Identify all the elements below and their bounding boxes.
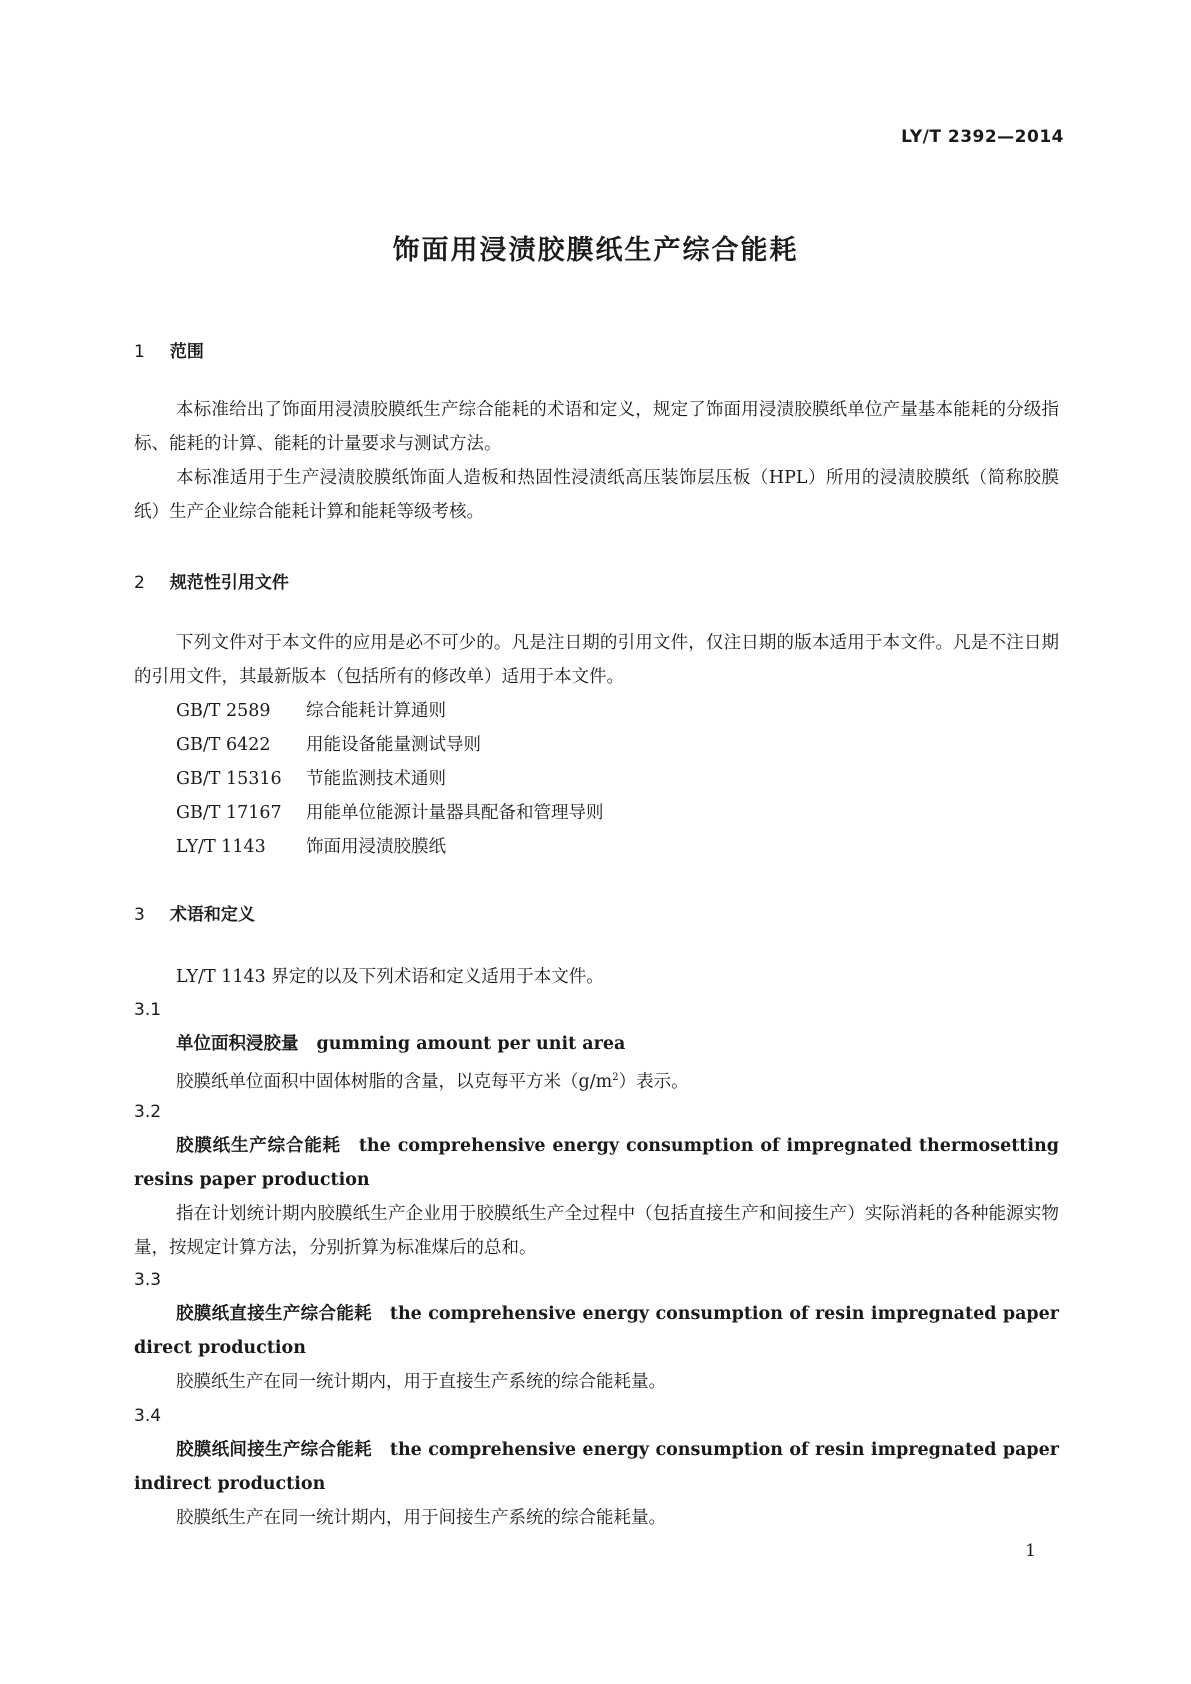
section-number: 3 — [134, 905, 145, 925]
term-definition — [134, 1061, 1059, 1099]
term-heading — [134, 1297, 1059, 1365]
term-en: the comprehensive energy consumption of resin impregnated paper indirect production — [134, 1440, 1060, 1494]
document-title: 饰面用浸渍胶膜纸生产综合能耗 — [392, 235, 799, 266]
term-en: gumming amount per unit area — [316, 1034, 626, 1054]
reference-item — [176, 694, 446, 728]
superscript: 2 — [612, 1072, 619, 1083]
term-definition: 胶膜纸生产在同一统计期内，用于直接生产系统的综合能耗量。 — [176, 1372, 666, 1392]
reference-title: 节能监测技术通则 — [306, 769, 446, 789]
term-number: 3.2 — [134, 1102, 162, 1122]
reference-item — [176, 728, 481, 762]
term-heading — [134, 1027, 1059, 1061]
term-en: the comprehensive energy consumption of resin impregnated paper direct production — [134, 1304, 1060, 1358]
reference-title: 综合能耗计算通则 — [306, 701, 446, 721]
term-zh: 胶膜纸生产综合能耗 — [176, 1136, 341, 1156]
section-1-paragraph-1: 本标准给出了饰面用浸渍胶膜纸生产综合能耗的术语和定义，规定了饰面用浸渍胶膜纸单位产量基本能耗的分级指标、能耗的计算、能耗的计量要求与测试方法。 — [134, 400, 1059, 454]
reference-title: 用能单位能源计量器具配备和管理导则 — [306, 803, 604, 823]
reference-item — [176, 830, 446, 864]
term-number: 3.4 — [134, 1406, 162, 1426]
reference-code: LY/T 1143 — [176, 837, 266, 857]
reference-code: GB/T 15316 — [176, 769, 282, 789]
section-3-heading — [134, 900, 255, 925]
section-number: 1 — [134, 342, 145, 362]
term-en: the comprehensive energy consumption of impregnated thermosetting resins paper production — [134, 1136, 1059, 1190]
reference-item — [176, 796, 604, 830]
standard-code: LY/T 2392—2014 — [901, 127, 1064, 147]
section-title: 术语和定义 — [169, 905, 255, 925]
section-2-heading — [134, 568, 289, 593]
term-heading — [134, 1433, 1059, 1501]
reference-title: 用能设备能量测试导则 — [306, 735, 481, 755]
reference-code: GB/T 17167 — [176, 803, 282, 823]
definition-text: 胶膜纸单位面积中固体树脂的含量，以克每平方米（g/m — [176, 1071, 613, 1092]
term-definition: 胶膜纸生产在同一统计期内，用于间接生产系统的综合能耗量。 — [176, 1508, 666, 1528]
reference-title: 饰面用浸渍胶膜纸 — [306, 837, 446, 857]
section-1-paragraph-2: 本标准适用于生产浸渍胶膜纸饰面人造板和热固性浸渍纸高压装饰层压板（HPL）所用的浸渍胶膜纸（简称胶膜纸）生产企业综合能耗计算和能耗等级考核。 — [134, 468, 1059, 522]
reference-item — [176, 762, 446, 796]
reference-code: GB/T 6422 — [176, 735, 271, 755]
term-zh: 单位面积浸胶量 — [176, 1034, 299, 1054]
section-2-paragraph-1: 下列文件对于本文件的应用是必不可少的。凡是注日期的引用文件，仅注日期的版本适用于本文件。凡是不注日期的引用文件，其最新版本（包括所有的修改单）适用于本文件。 — [134, 633, 1059, 687]
term-number: 3.3 — [134, 1270, 162, 1290]
term-zh: 胶膜纸间接生产综合能耗 — [176, 1440, 372, 1460]
section-title: 范围 — [169, 342, 204, 362]
term-heading — [134, 1129, 1059, 1197]
section-3-paragraph-1: LY/T 1143 界定的以及下列术语和定义适用于本文件。 — [176, 967, 604, 987]
term-zh: 胶膜纸直接生产综合能耗 — [176, 1304, 372, 1324]
term-definition: 指在计划统计期内胶膜纸生产企业用于胶膜纸生产全过程中（包括直接生产和间接生产）实际消耗的各种能源实物量，按规定计算方法，分别折算为标准煤后的总和。 — [134, 1204, 1059, 1258]
page-number: 1 — [1025, 1541, 1036, 1561]
term-number: 3.1 — [134, 1000, 162, 1020]
section-title: 规范性引用文件 — [169, 573, 289, 593]
reference-code: GB/T 2589 — [176, 701, 271, 721]
section-1-heading — [134, 337, 204, 362]
definition-text: ）表示。 — [618, 1071, 689, 1092]
section-number: 2 — [134, 573, 145, 593]
